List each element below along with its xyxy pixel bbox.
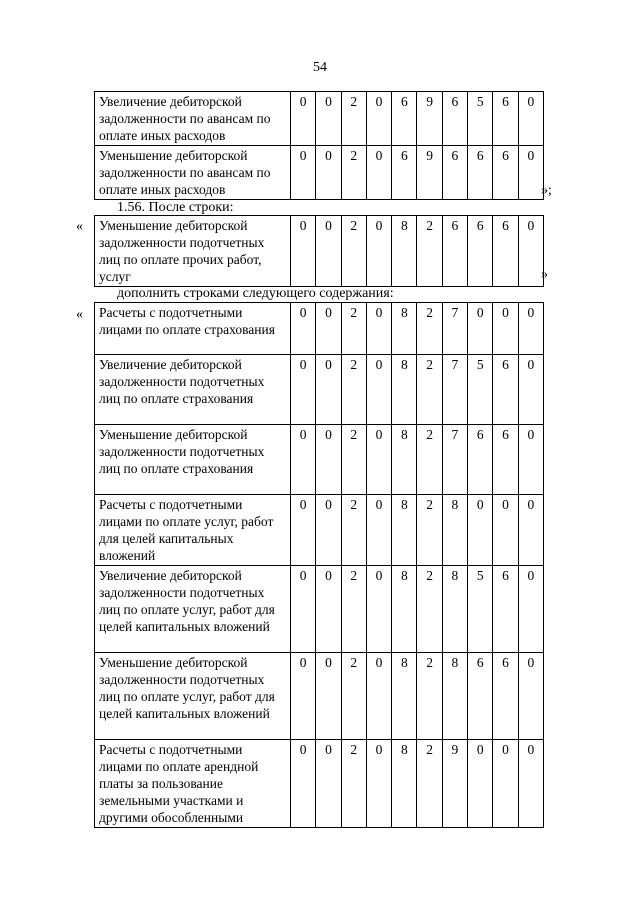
- code-digit: 7: [442, 355, 467, 425]
- code-digit: 2: [417, 216, 442, 287]
- code-digit: 0: [291, 495, 316, 566]
- code-digit: 0: [468, 495, 493, 566]
- code-digit: 2: [341, 425, 366, 495]
- code-digit: 6: [468, 653, 493, 740]
- code-digit: 8: [392, 303, 417, 355]
- code-digit: 0: [366, 146, 391, 200]
- code-digit: 7: [442, 303, 467, 355]
- code-digit: 0: [518, 425, 543, 495]
- code-digit: 0: [291, 425, 316, 495]
- code-digit: 0: [366, 425, 391, 495]
- table-row: [95, 425, 544, 495]
- opening-quote: «: [76, 219, 83, 234]
- code-digit: 6: [493, 425, 518, 495]
- code-digit: 0: [316, 303, 341, 355]
- table-row: [95, 216, 544, 287]
- code-digit: 2: [417, 355, 442, 425]
- code-digit: 8: [442, 653, 467, 740]
- code-digit: 8: [392, 566, 417, 653]
- code-digit: 0: [366, 355, 391, 425]
- code-digit: 9: [417, 146, 442, 200]
- code-digit: 0: [291, 216, 316, 287]
- table-row: [95, 495, 544, 566]
- code-digit: 0: [291, 303, 316, 355]
- code-digit: 5: [468, 355, 493, 425]
- table-row: [95, 92, 544, 146]
- row-label: Расчеты с подотчетными лицами по оплате страхования: [95, 303, 291, 355]
- code-digit: 0: [493, 495, 518, 566]
- code-digit: 0: [468, 740, 493, 828]
- closing-quote-semicolon: »;: [541, 183, 552, 198]
- code-digit: 0: [366, 566, 391, 653]
- code-digit: 0: [316, 146, 341, 200]
- code-digit: 6: [392, 92, 417, 146]
- code-digit: 0: [366, 653, 391, 740]
- code-digit: 2: [417, 566, 442, 653]
- code-digit: 0: [316, 92, 341, 146]
- code-digit: 0: [316, 355, 341, 425]
- code-digit: 0: [316, 653, 341, 740]
- code-digit: 0: [518, 303, 543, 355]
- code-digit: 2: [341, 355, 366, 425]
- code-digit: 0: [518, 92, 543, 146]
- code-digit: 0: [518, 653, 543, 740]
- code-digit: 0: [468, 303, 493, 355]
- row-label: Расчеты с подотчетными лицами по оплате услуг, работ для целей капитальных вложений: [95, 495, 291, 566]
- code-digit: 2: [341, 216, 366, 287]
- code-digit: 5: [468, 566, 493, 653]
- row-label: Уменьшение дебиторской задолженности по авансам по оплате иных расходов: [95, 146, 291, 200]
- code-digit: 2: [417, 495, 442, 566]
- code-digit: 6: [493, 146, 518, 200]
- opening-quote-2: «: [76, 307, 83, 322]
- code-digit: 0: [366, 216, 391, 287]
- code-digit: 0: [366, 303, 391, 355]
- code-digit: 6: [468, 425, 493, 495]
- row-label: Увеличение дебиторской задолженности подотчетных лиц по оплате услуг, работ для целей капитальных вложений: [95, 566, 291, 653]
- code-digit: 2: [417, 303, 442, 355]
- code-table-3: [94, 302, 544, 828]
- code-digit: 6: [493, 355, 518, 425]
- code-digit: 6: [493, 216, 518, 287]
- table-row: [95, 303, 544, 355]
- code-digit: 8: [442, 566, 467, 653]
- code-digit: 0: [291, 740, 316, 828]
- code-digit: 8: [392, 495, 417, 566]
- code-digit: 0: [291, 146, 316, 200]
- code-digit: 7: [442, 425, 467, 495]
- code-digit: 0: [316, 216, 341, 287]
- code-digit: 0: [518, 216, 543, 287]
- row-label: Уменьшение дебиторской задолженности подотчетных лиц по оплате услуг, работ для целей капитальных вложений: [95, 653, 291, 740]
- code-digit: 6: [468, 216, 493, 287]
- code-digit: 6: [493, 92, 518, 146]
- code-digit: 0: [316, 495, 341, 566]
- code-digit: 6: [442, 92, 467, 146]
- code-digit: 6: [468, 146, 493, 200]
- code-digit: 8: [392, 355, 417, 425]
- code-digit: 9: [417, 92, 442, 146]
- code-digit: 8: [392, 216, 417, 287]
- code-digit: 2: [341, 566, 366, 653]
- code-digit: 0: [366, 92, 391, 146]
- code-digit: 6: [493, 653, 518, 740]
- code-digit: 2: [341, 495, 366, 566]
- code-digit: 2: [417, 740, 442, 828]
- code-digit: 2: [341, 303, 366, 355]
- row-label: Уменьшение дебиторской задолженности подотчетных лиц по оплате страхования: [95, 425, 291, 495]
- row-label: Увеличение дебиторской задолженности по авансам по оплате иных расходов: [95, 92, 291, 146]
- code-digit: 8: [392, 425, 417, 495]
- code-digit: 0: [518, 566, 543, 653]
- code-digit: 0: [316, 740, 341, 828]
- row-label: Расчеты с подотчетными лицами по оплате арендной платы за пользование земельными участками и другими обособленными: [95, 740, 291, 828]
- code-digit: 0: [493, 303, 518, 355]
- table-row: [95, 355, 544, 425]
- code-digit: 0: [518, 740, 543, 828]
- closing-quote: »: [541, 267, 548, 282]
- code-digit: 0: [366, 740, 391, 828]
- code-digit: 9: [442, 740, 467, 828]
- paragraph-1-56: 1.56. После строки:: [117, 200, 234, 215]
- code-digit: 5: [468, 92, 493, 146]
- page-number: 54: [313, 60, 327, 75]
- code-digit: 2: [341, 92, 366, 146]
- paragraph-add-rows: дополнить строками следующего содержания:: [117, 286, 394, 301]
- code-digit: 0: [518, 146, 543, 200]
- code-digit: 0: [518, 355, 543, 425]
- table-row: [95, 146, 544, 200]
- row-label: Увеличение дебиторской задолженности подотчетных лиц по оплате страхования: [95, 355, 291, 425]
- code-digit: 0: [316, 425, 341, 495]
- table-row: [95, 740, 544, 828]
- table-row: [95, 566, 544, 653]
- code-digit: 0: [493, 740, 518, 828]
- code-digit: 0: [291, 566, 316, 653]
- code-digit: 8: [392, 740, 417, 828]
- code-digit: 8: [392, 653, 417, 740]
- code-digit: 0: [291, 92, 316, 146]
- code-digit: 2: [341, 653, 366, 740]
- code-digit: 6: [493, 566, 518, 653]
- code-table-1: [94, 91, 544, 200]
- code-digit: 0: [518, 495, 543, 566]
- table-row: [95, 653, 544, 740]
- code-digit: 8: [442, 495, 467, 566]
- row-label: Уменьшение дебиторской задолженности подотчетных лиц по оплате прочих работ, услуг: [95, 216, 291, 287]
- code-digit: 6: [442, 146, 467, 200]
- code-digit: 0: [316, 566, 341, 653]
- code-digit: 2: [341, 146, 366, 200]
- code-digit: 2: [417, 425, 442, 495]
- code-digit: 6: [392, 146, 417, 200]
- code-digit: 0: [291, 653, 316, 740]
- code-digit: 6: [442, 216, 467, 287]
- code-digit: 0: [291, 355, 316, 425]
- code-digit: 0: [366, 495, 391, 566]
- code-table-2: [94, 215, 544, 287]
- code-digit: 2: [341, 740, 366, 828]
- code-digit: 2: [417, 653, 442, 740]
